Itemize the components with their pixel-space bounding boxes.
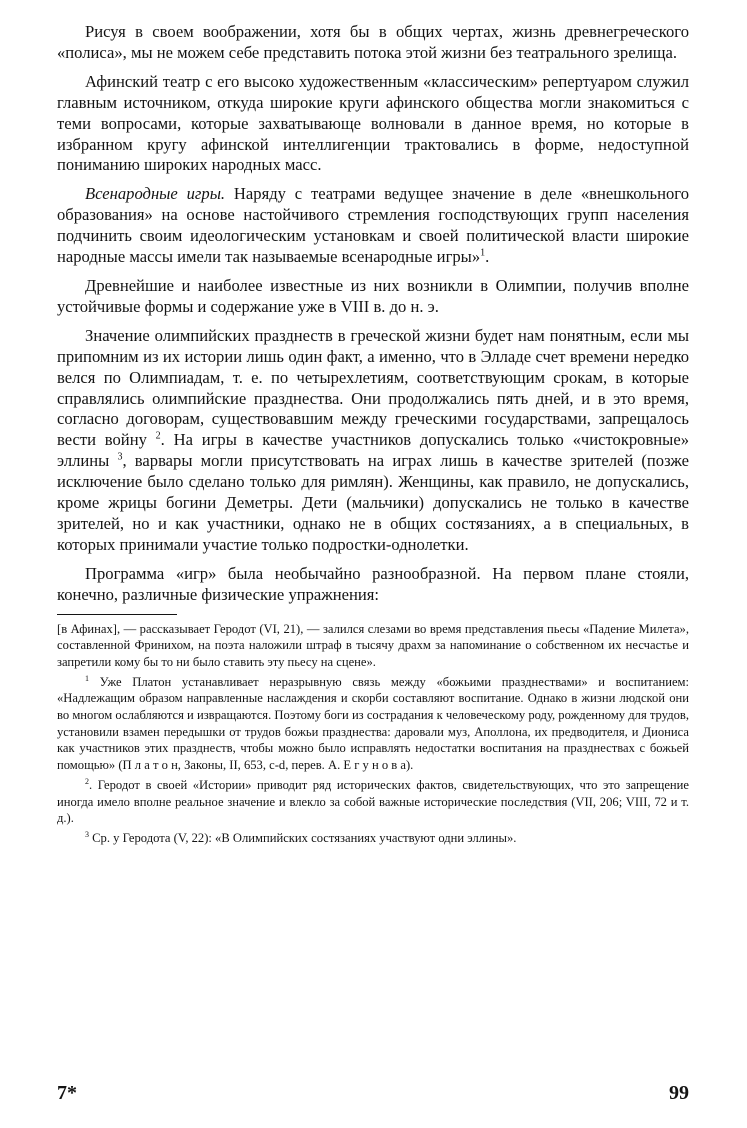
footnote-continuation: [в Афинах], — рассказывает Геродот (VI, 21), — залился слезами во время представления пьесы «Падение Милета», составленной Фринихом, на поэта наложили штраф в тысячу драхм за напоминание о собственном их несчастье и запретили кому бы то ни было ставить эту пьесу на сцене». [57,621,689,669]
paragraph-3-text: Наряду с театрами ведущее значение в деле «внешкольного образования» на основе настойчивого стремления господствующих групп населения подчинить своим идеологическим установкам и своей политической власти широкие народные массы имели так называемые всенародные игры» [57,184,689,267]
footnote-mark-3: 3 [85,829,89,839]
page-number: 99 [669,1082,689,1104]
footnote-2-text: . Геродот в своей «Истории» приводит ряд исторических фактов, свидетельствующих, что это запрещение иногда имело вполне реальное значение и влекло за собой важные исторические последствия (VII, 206; VIII, 72 и т. д.). [57,777,689,826]
signature-mark: 7* [57,1082,77,1104]
footnotes [57,621,689,847]
footnote-mark-2: 2 [85,776,89,786]
footnote-divider [57,614,177,615]
footnote-2 [57,777,689,827]
paragraph-6: Программа «игр» была необычайно разнообразной. На первом плане стояли, конечно, различные физические упражнения: [57,563,689,604]
paragraph-2: Афинский театр с его высоко художественным «классическим» репертуаром служил главным источником, откуда широкие круги афинского общества могли знакомиться с теми вопросами, которые захватывающе волновали в данное время, но которые в избранном кругу афинской интеллигенции трактовались в форме, недоступной пониманию широких народных масс. [57,71,689,175]
paragraph-4: Древнейшие и наиболее известные из них возникли в Олимпии, получив вполне устойчивые формы и содержание уже в VIII в. до н. э. [57,275,689,316]
footnote-ref-2: 2 [155,430,161,442]
footnote-ref-3: 3 [117,451,123,463]
paragraph-5-text: Значение олимпийских празднеств в греческой жизни будет нам понятным, если мы припомним из их истории лишь один факт, а именно, что в Элладе счет времени нередко велся по Олимпиадам, т. е. по четырехлетиям, соответствующим срокам, в которые справлялись олимпийские празднества. Они продолжались пять дней, и в это время, согласно договорам, существовавшим между греческими государствами, запрещалось вести войну [57,325,689,450]
paragraph-3 [57,184,689,268]
paragraph-3-tail: . [485,247,490,267]
paragraph-1: Рисуя в своем воображении, хотя бы в общих чертах, жизнь древнегреческого «полиса», мы не можем себе представить потока этой жизни без театрального зрелища. [57,22,689,62]
footnote-1 [57,674,689,774]
footnote-mark-1: 1 [85,673,89,683]
footnote-1-text: Уже Платон устанавливает неразрывную связь между «божьими празднествами» и воспитанием: «Надлежащим образом направленные наслаждения и скорби составляют воспитание. Однако в жизни людской они во многом ослабляются и извращаются. Поэтому боги из сострадания к человеческому роду, рожденному для трудов, установили взамен передышки от трудов божьи празднества: даровали муз, Аполлона, их предводителя, и Диониса как участников этих празднеств, чтобы можно было исправлять недостатки воспитания на празднествах с божьей помощью» (П л а т о н, Законы, II, 653, c-d, перев. А. Е г у н о в а). [57,674,689,773]
document-page [57,22,689,1104]
footnote-3 [57,830,689,847]
paragraph-5-text-2: . На игры в качестве участников допускались только «чистокровные» эллины [57,430,689,471]
paragraph-5-tail: , варвары могли присутствовать на играх лишь в качестве зрителей (позже исключение было сделано только для римлян). Женщины, как правило, не допускались, кроме жрицы богини Деметры. Дети (мальчики) допускались не только в качестве зрителей, но и как участники, однако не в общих состязаниях, а в специальных, в которых принимали участие только подростки-однолетки. [57,451,689,554]
footnote-3-text: Ср. у Геродота (V, 22): «В Олимпийских состязаниях участвуют одни эллины». [89,831,517,845]
paragraph-5 [57,326,689,556]
main-text [57,22,689,606]
footnote-ref-1: 1 [480,247,486,259]
section-heading-italic: Всенародные игры. [85,184,226,204]
